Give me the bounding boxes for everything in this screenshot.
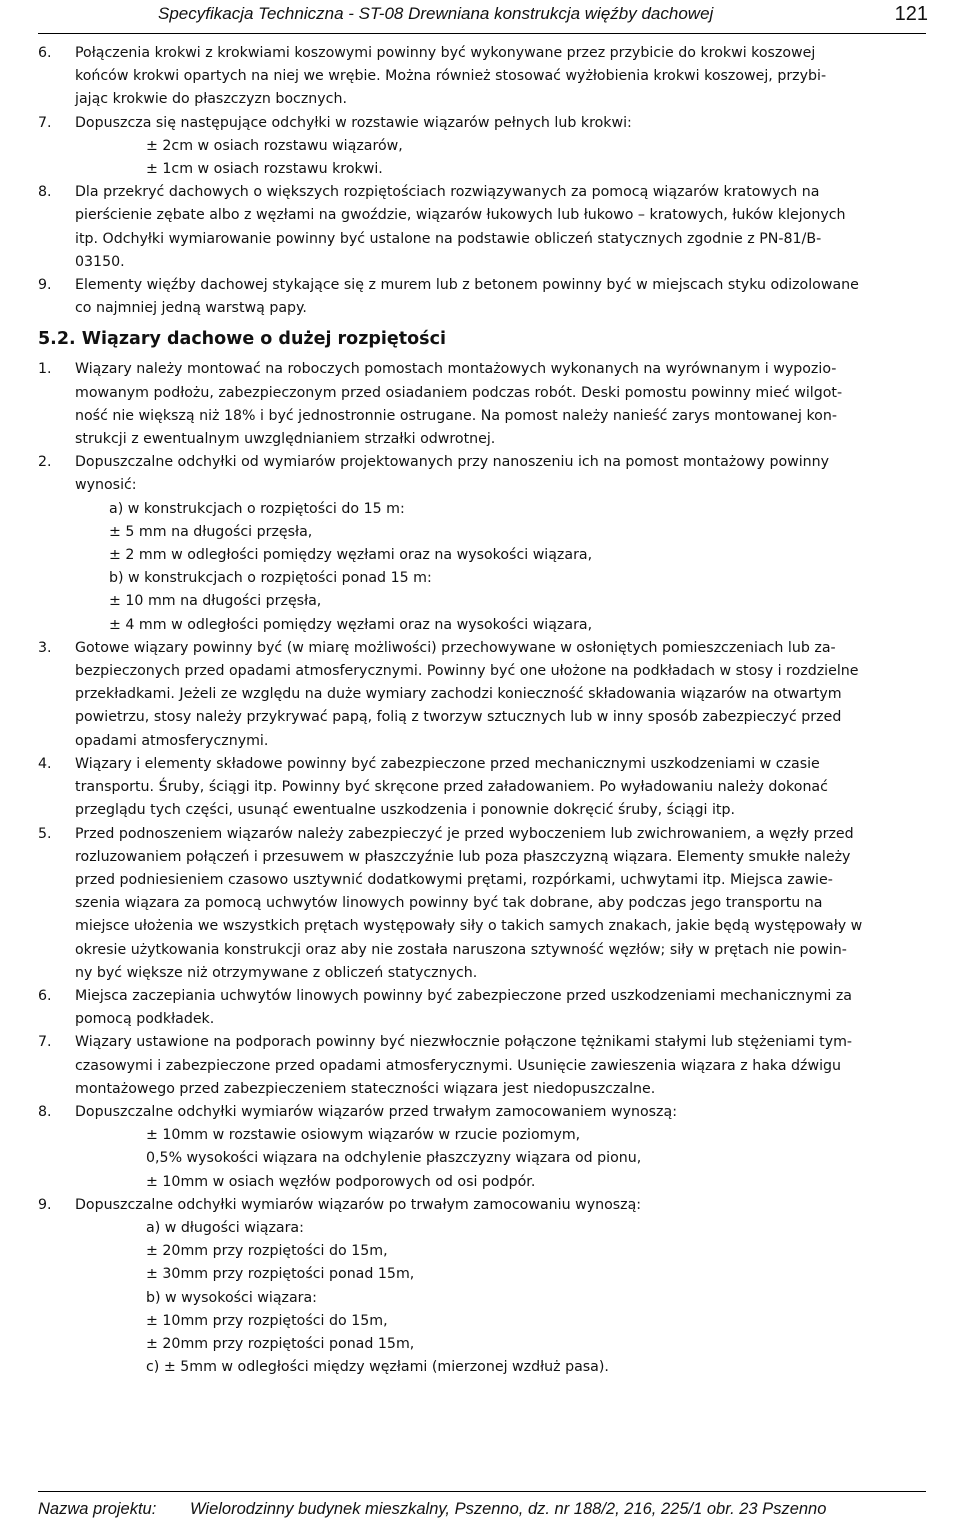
section-5-2-list [38, 358, 954, 1379]
list-item [38, 42, 954, 112]
text-line: Dopuszczalne odchyłki od wymiarów projektowanych przy nanoszeniu ich na pomost montażowy powinny [75, 454, 830, 471]
list-item [38, 358, 954, 451]
text-line: Dopuszczalne odchyłki wymiarów wiązarów przed trwałym zamocowaniem wynoszą: [75, 1103, 677, 1120]
sub-line: 0,5% wysokości wiązara na odchylenie płaszczyzny wiązara od pionu, [146, 1150, 642, 1167]
page-number: 121 [894, 3, 928, 25]
text-line: Dopuszcza się następujące odchyłki w rozstawie wiązarów pełnych lub krokwi: [75, 114, 632, 131]
list-item [38, 1031, 954, 1101]
list-item-number: 9. [38, 277, 52, 294]
text-line: pierścienie zębate albo z węzłami na gwoździe, wiązarów łukowych lub łukowo – kratowych, łuków klejonych [75, 207, 846, 224]
list-item-number: 8. [38, 1103, 52, 1120]
sub-line: a) w konstrukcjach o rozpiętości do 15 m: [109, 500, 405, 517]
text-line: wynosić: [75, 477, 137, 494]
text-line: Wiązary należy montować na roboczych pomostach montażowych wykonanych na wyrównanym i wypozio- [75, 361, 837, 378]
text-line: przed podniesieniem czasowo usztywnić dodatkowymi prętami, rozpórkami, uchwytami itp. Miejsca zawie- [75, 871, 833, 888]
header-divider [38, 33, 926, 34]
list-item [38, 1101, 954, 1194]
sub-line: ± 20mm przy rozpiętości do 15m, [146, 1243, 388, 1260]
text-line: bezpieczonych przed opadami atmosferycznymi. Powinny być one ułożone na podkładach w stosy i rozdzielne [75, 663, 859, 680]
sub-line: ± 10mm w rozstawie osiowym wiązarów w rzucie poziomym, [146, 1127, 581, 1144]
sub-line: ± 2cm w osiach rozstawu wiązarów, [146, 137, 403, 154]
sub-line: ± 10mm przy rozpiętości do 15m, [146, 1312, 388, 1329]
footer-project-name: Wielorodzinny budynek mieszkalny, Pszenno, dz. nr 188/2, 216, 225/1 obr. 23 Pszenno [190, 1500, 827, 1518]
text-line: 03150. [75, 253, 125, 270]
list-item-number: 5. [38, 825, 52, 842]
sub-line: ± 1cm w osiach rozstawu krokwi. [146, 161, 383, 178]
footer-label: Nazwa projektu: [38, 1500, 157, 1518]
list-item-number: 7. [38, 1034, 52, 1051]
list-item-number: 8. [38, 184, 52, 201]
footer-divider [38, 1491, 926, 1492]
text-line: pomocą podkładek. [75, 1011, 215, 1028]
text-line: miejsce ułożenia we wszystkich prętach występowały siły o takich samych znakach, jakie będą występowały w [75, 918, 863, 935]
sub-line: a) w długości wiązara: [146, 1219, 304, 1236]
list-item-number: 7. [38, 114, 52, 131]
section-5-1-continued [38, 42, 954, 320]
text-line: powietrzu, stosy należy przykrywać papą, folią z tworzyw sztucznych lub w inny sposób zabezpieczyć przed [75, 709, 842, 726]
page-header [158, 0, 928, 28]
text-line: opadami atmosferycznymi. [75, 732, 269, 749]
list-item [38, 451, 954, 637]
sub-line: ± 2 mm w odległości pomiędzy węzłami oraz na wysokości wiązara, [109, 547, 593, 564]
list-item-number: 2. [38, 454, 52, 471]
text-line: czasowymi i zabezpieczone przed opadami atmosferycznymi. Usunięcie zawieszenia wiązara z haka dźwigu [75, 1057, 842, 1074]
text-line: mowanym podłożu, zabezpieczonym przed osiadaniem podczas robót. Deski pomostu powinny mieć wilgot- [75, 384, 843, 401]
text-line: przekładkami. Jeżeli ze względu na duże wymiary zachodzi konieczność składowania wiązarów na otwartym [75, 686, 842, 703]
text-line: co najmniej jedną warstwą papy. [75, 300, 307, 317]
list-item [38, 1194, 954, 1380]
list-item-number: 3. [38, 639, 52, 656]
list-item-number: 1. [38, 361, 52, 378]
list-item [38, 637, 954, 753]
text-line: przeglądu tych części, usunąć ewentualne uszkodzenia i ponownie dokręcić śruby, ściągi itp. [75, 802, 735, 819]
text-line: ność nie większą niż 18% i być jednostronnie ostrugane. Na pomost należy nanieść zarys montowanej kon- [75, 407, 837, 424]
sub-line: ± 10mm w osiach węzłów podporowych od osi podpór. [146, 1173, 536, 1190]
sub-line: ± 4 mm w odległości pomiędzy węzłami oraz na wysokości wiązara, [109, 616, 593, 633]
sub-line: c) ± 5mm w odległości między węzłami (mierzonej wzdłuż pasa). [146, 1359, 609, 1376]
text-line: jając krokwie do płaszczyzn bocznych. [75, 91, 347, 108]
text-line: ny być większe niż otrzymywane z obliczeń statycznych. [75, 964, 478, 981]
page-footer [38, 1496, 938, 1522]
list-item-number: 9. [38, 1196, 52, 1213]
section-heading: 5.2. Wiązary dachowe o dużej rozpiętości [38, 329, 446, 350]
text-line: Wiązary i elementy składowe powinny być zabezpieczone przed mechanicznymi uszkodzeniami w czasie [75, 755, 820, 772]
list-item [38, 985, 954, 1031]
text-line: Gotowe wiązary powinny być (w miarę możliwości) przechowywane w osłoniętych pomieszczeniach lub za- [75, 639, 836, 656]
text-line: Połączenia krokwi z krokwiami koszowymi powinny być wykonywane przez przybicie do krokwi koszowej [75, 45, 816, 61]
sub-line: ± 30mm przy rozpiętości ponad 15m, [146, 1266, 415, 1283]
sub-line: b) w wysokości wiązara: [146, 1289, 317, 1306]
text-line: Miejsca zaczepiania uchwytów linowych powinny być zabezpieczone przed uszkodzeniami mechanicznymi za [75, 987, 852, 1004]
text-line: strukcji z ewentualnym uwzględnianiem strzałki odwrotnej. [75, 431, 496, 448]
document-body [38, 42, 954, 1379]
text-line: Przed podnoszeniem wiązarów należy zabezpieczyć je przed wyboczeniem lub zwichrowaniem, a węzły przed [75, 825, 854, 842]
text-line: szenia wiązara za pomocą uchwytów linowych powinny być tak dobrane, aby podczas jego transportu na [75, 895, 823, 912]
list-item [38, 274, 954, 320]
document-title: Specyfikacja Techniczna - ST-08 Drewniana konstrukcja więźby dachowej [158, 4, 714, 23]
sub-line: ± 5 mm na długości przęsła, [109, 523, 313, 540]
list-item [38, 823, 954, 985]
text-line: Wiązary ustawione na podporach powinny być niezwłocznie połączone tężnikami stałymi lub stężeniami tym- [75, 1034, 853, 1051]
sub-line: ± 20mm przy rozpiętości ponad 15m, [146, 1335, 415, 1352]
list-item [38, 112, 954, 182]
text-line: rozluzowaniem połączeń i przesuwem w płaszczyźnie lub poza płaszczyzną wiązara. Elementy smukłe należy [75, 848, 851, 865]
text-line: itp. Odchyłki wymiarowanie powinny być ustalone na podstawie obliczeń statycznych zgodnie z PN-81/B- [75, 230, 822, 247]
sub-line: ± 10 mm na długości przęsła, [109, 593, 322, 610]
text-line: okresie użytkowania konstrukcji oraz aby nie została naruszona sztywność węzłów; siły w prętach nie powin- [75, 941, 847, 958]
text-line: końców krokwi opartych na niej we wrębie. Można również stosować wyżłobienia krokwi koszowej, przybi- [75, 68, 827, 85]
sub-line: b) w konstrukcjach o rozpiętości ponad 15 m: [109, 570, 432, 587]
list-item [38, 753, 954, 823]
text-line: transportu. Śruby, ściągi itp. Powinny być skręcone przed załadowaniem. Po wyładowaniu należy dokonać [75, 779, 828, 796]
text-line: Dla przekryć dachowych o większych rozpiętościach rozwiązywanych za pomocą wiązarów kratowych na [75, 184, 820, 201]
list-item-number: 6. [38, 987, 52, 1004]
list-item-number: 6. [38, 45, 52, 61]
list-item [38, 181, 954, 274]
text-line: montażowego przed zabezpieczeniem stateczności wiązara jest niedopuszczalne. [75, 1080, 656, 1097]
text-line: Elementy więźby dachowej stykające się z murem lub z betonem powinny być w miejscach styku odizolowane [75, 277, 859, 294]
list-item-number: 4. [38, 755, 52, 772]
text-line: Dopuszczalne odchyłki wymiarów wiązarów po trwałym zamocowaniu wynoszą: [75, 1196, 642, 1213]
